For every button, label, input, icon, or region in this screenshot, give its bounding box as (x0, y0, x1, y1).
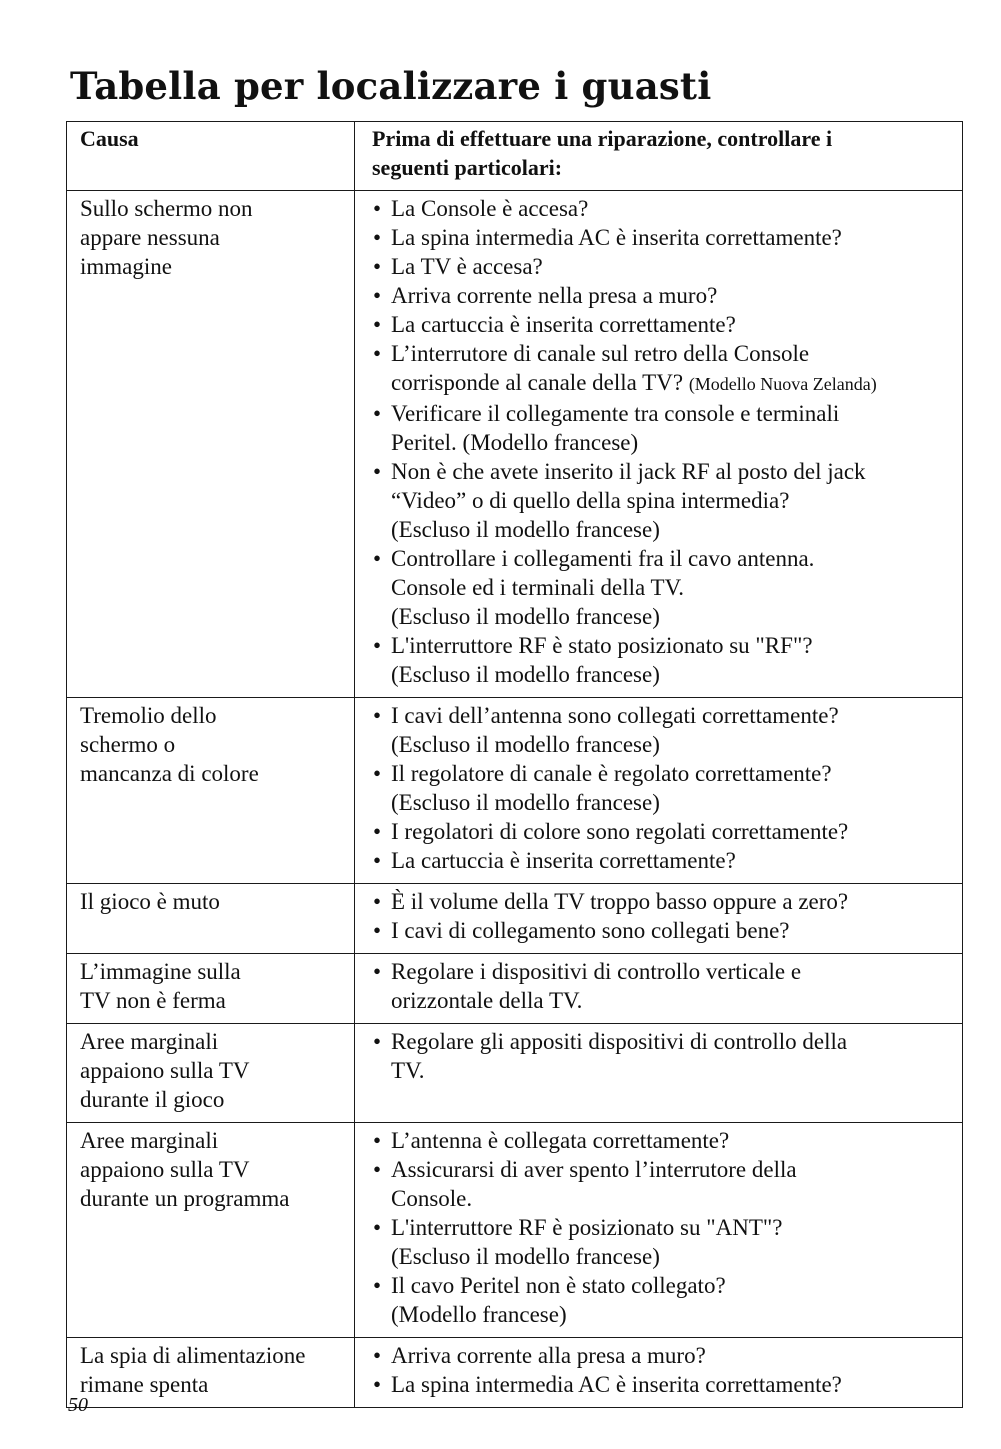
check-item: • La cartuccia è inserita correttamente? (372, 310, 960, 339)
troubleshooting-table (66, 121, 963, 1408)
check-item (372, 339, 960, 399)
check-cell (355, 1024, 963, 1123)
check-list (372, 1126, 960, 1329)
header-check: Prima di effettuare una riparazione, controllare i seguenti particolari: (355, 122, 963, 191)
check-item: • La cartuccia è inserita correttamente? (372, 846, 960, 875)
check-item: • Il regolatore di canale è regolato correttamente? (Escluso il modello francese) (372, 759, 960, 817)
check-cell (355, 1338, 963, 1408)
model-note: (Modello Nuova Zelanda) (688, 374, 877, 394)
check-cell (355, 698, 963, 884)
cause-text: Il gioco è muto (80, 889, 220, 914)
check-item: • La TV è accesa? (372, 252, 960, 281)
check-list (372, 1341, 960, 1399)
check-item: • La Console è accesa? (372, 194, 960, 223)
cause-text: Sullo schermo non appare nessuna immagine (80, 196, 253, 279)
table-row (67, 954, 963, 1024)
check-item: • L’antenna è collegata correttamente? (372, 1126, 960, 1155)
check-item: • Il cavo Peritel non è stato collegato? (Modello francese) (372, 1271, 960, 1329)
check-item: • Regolare i dispositivi di controllo verticale e orizzontale della TV. (372, 957, 960, 1015)
check-item-text: L’interrutore di canale sul retro della Console corrisponde al canale della TV? (391, 341, 810, 395)
check-item: • I cavi di collegamento sono collegati bene? (372, 916, 960, 945)
cause-cell (67, 1123, 355, 1338)
check-item: • Controllare i collegamenti fra il cavo antenna. Console ed i terminali della TV. (Escluso il modello francese) (372, 544, 960, 631)
cause-text: La spia di alimentazione rimane spenta (80, 1343, 306, 1397)
check-item: • L'interruttore RF è posizionato su "ANT"? (Escluso il modello francese) (372, 1213, 960, 1271)
check-list (372, 701, 960, 875)
check-cell (355, 884, 963, 954)
cause-cell (67, 884, 355, 954)
check-item: • Verificare il collegamente tra console e terminali Peritel. (Modello francese) (372, 399, 960, 457)
cause-text: Tremolio dello schermo o mancanza di colore (80, 703, 259, 786)
cause-cell (67, 1024, 355, 1123)
check-item: • L'interruttore RF è stato posizionato su "RF"? (Escluso il modello francese) (372, 631, 960, 689)
check-item: • Non è che avete inserito il jack RF al posto del jack “Video” o di quello della spina intermedia? (Escluso il modello francese) (372, 457, 960, 544)
cause-text: L’immagine sulla TV non è ferma (80, 959, 241, 1013)
check-list (372, 957, 960, 1015)
table-row (67, 884, 963, 954)
check-cell (355, 1123, 963, 1338)
table-row (67, 191, 963, 698)
cause-cell (67, 954, 355, 1024)
cause-text: Aree marginali appaiono sulla TV durante il gioco (80, 1029, 250, 1112)
table-header-row (67, 122, 963, 191)
page-title: Tabella per localizzare i guasti (70, 64, 712, 108)
cause-cell (67, 1338, 355, 1408)
check-item: • I regolatori di colore sono regolati correttamente? (372, 817, 960, 846)
check-item: • È il volume della TV troppo basso oppure a zero? (372, 887, 960, 916)
cause-cell (67, 698, 355, 884)
check-list (372, 887, 960, 945)
header-cause: Causa (67, 122, 355, 191)
check-cell (355, 954, 963, 1024)
page-number: 50 (68, 1394, 88, 1416)
check-item: • Assicurarsi di aver spento l’interrutore della Console. (372, 1155, 960, 1213)
check-item: • La spina intermedia AC è inserita correttamente? (372, 1370, 960, 1399)
check-cell (355, 191, 963, 698)
table-row (67, 1024, 963, 1123)
cause-cell (67, 191, 355, 698)
check-item: • I cavi dell’antenna sono collegati correttamente? (Escluso il modello francese) (372, 701, 960, 759)
table-row (67, 1123, 963, 1338)
cause-text: Aree marginali appaiono sulla TV durante un programma (80, 1128, 290, 1211)
table-row (67, 1338, 963, 1408)
check-list (372, 194, 960, 689)
check-item: • Arriva corrente alla presa a muro? (372, 1341, 960, 1370)
check-item: • Arriva corrente nella presa a muro? (372, 281, 960, 310)
check-item: • La spina intermedia AC è inserita correttamente? (372, 223, 960, 252)
check-item: • Regolare gli appositi dispositivi di controllo della TV. (372, 1027, 960, 1085)
table-row (67, 698, 963, 884)
check-list (372, 1027, 960, 1085)
